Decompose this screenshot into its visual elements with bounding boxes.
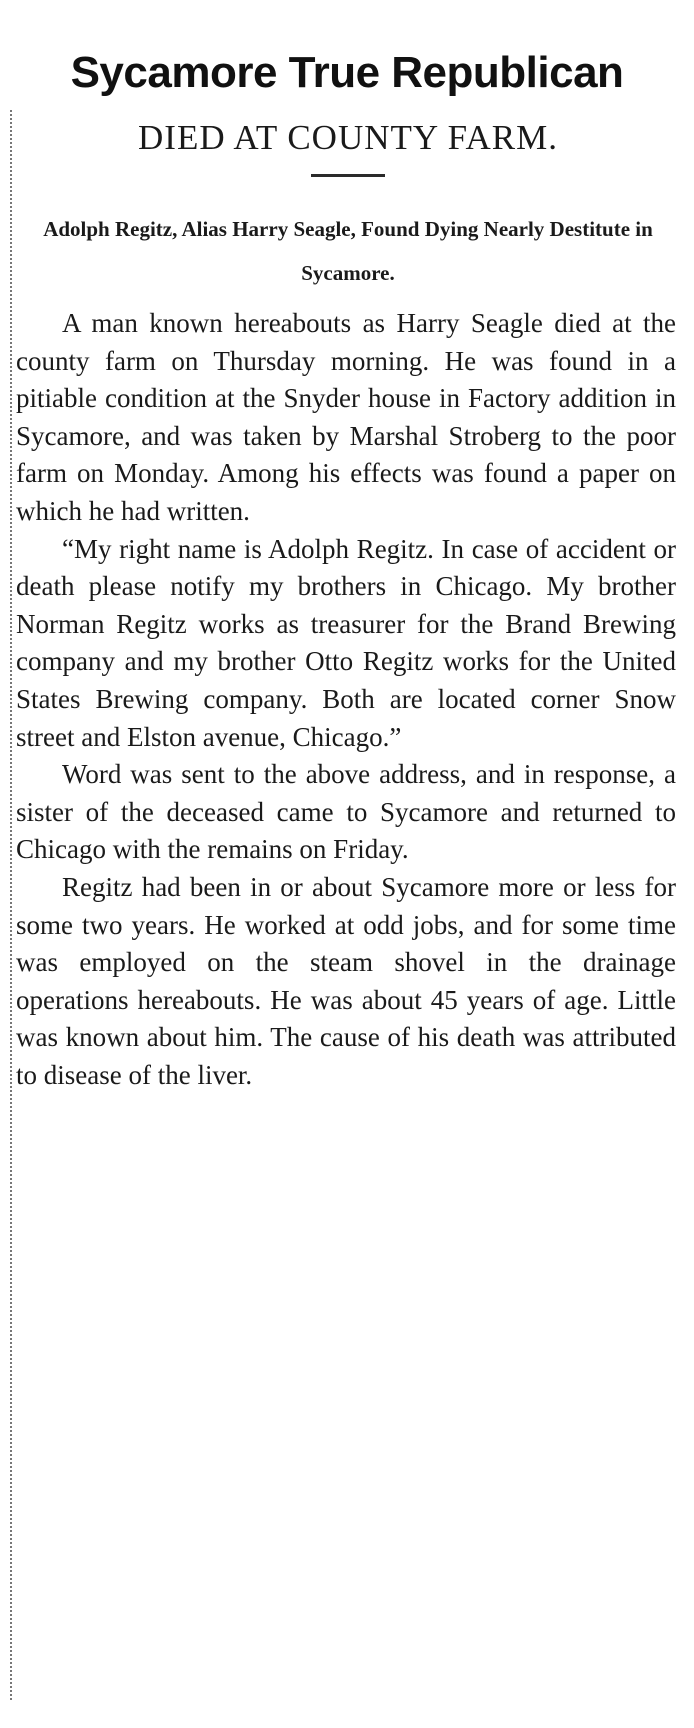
article-column (16, 118, 680, 1094)
column-rule (10, 110, 12, 1700)
article-paragraph: Regitz had been in or about Sycamore more or less for some two years. He worked at odd jobs, and for some time was employed on the steam shovel in the drainage operations hereabouts. He was about 45 years of age. Little was known about him. The cause of his death was attributed to disease of the liver. (16, 871, 676, 1090)
headline-divider (311, 174, 385, 177)
article-paragraph: “My right name is Adolph Regitz. In case of accident or death please notify my brothers in Chicago. My brother Norman Regitz works as treasurer for the Brand Brewing company and my brother Otto Regitz works for the United States Brewing company. Both are located corner Snow street and Elston avenue, Chicago.” (16, 533, 676, 752)
newspaper-masthead: Sycamore True Republican (70, 48, 624, 97)
article-paragraph: Word was sent to the above address, and in response, a sister of the deceased came to Sycamore and returned to Chicago with the remains on Friday. (16, 759, 676, 865)
article-paragraph: A man known hereabouts as Harry Seagle died at the county farm on Thursday morning. He was found in a pitiable condition at the Snyder house in Factory addition in Sycamore, and was taken by Marshal Stroberg to the poor farm on Monday. Among his effects was found a paper on which he had written. (16, 308, 676, 526)
article-subhead: Adolph Regitz, Alias Harry Seagle, Found Dying Nearly Destitute in Sycamore. (43, 217, 653, 285)
article-body (16, 305, 680, 1094)
article-headline: DIED AT COUNTY FARM. (138, 118, 558, 157)
